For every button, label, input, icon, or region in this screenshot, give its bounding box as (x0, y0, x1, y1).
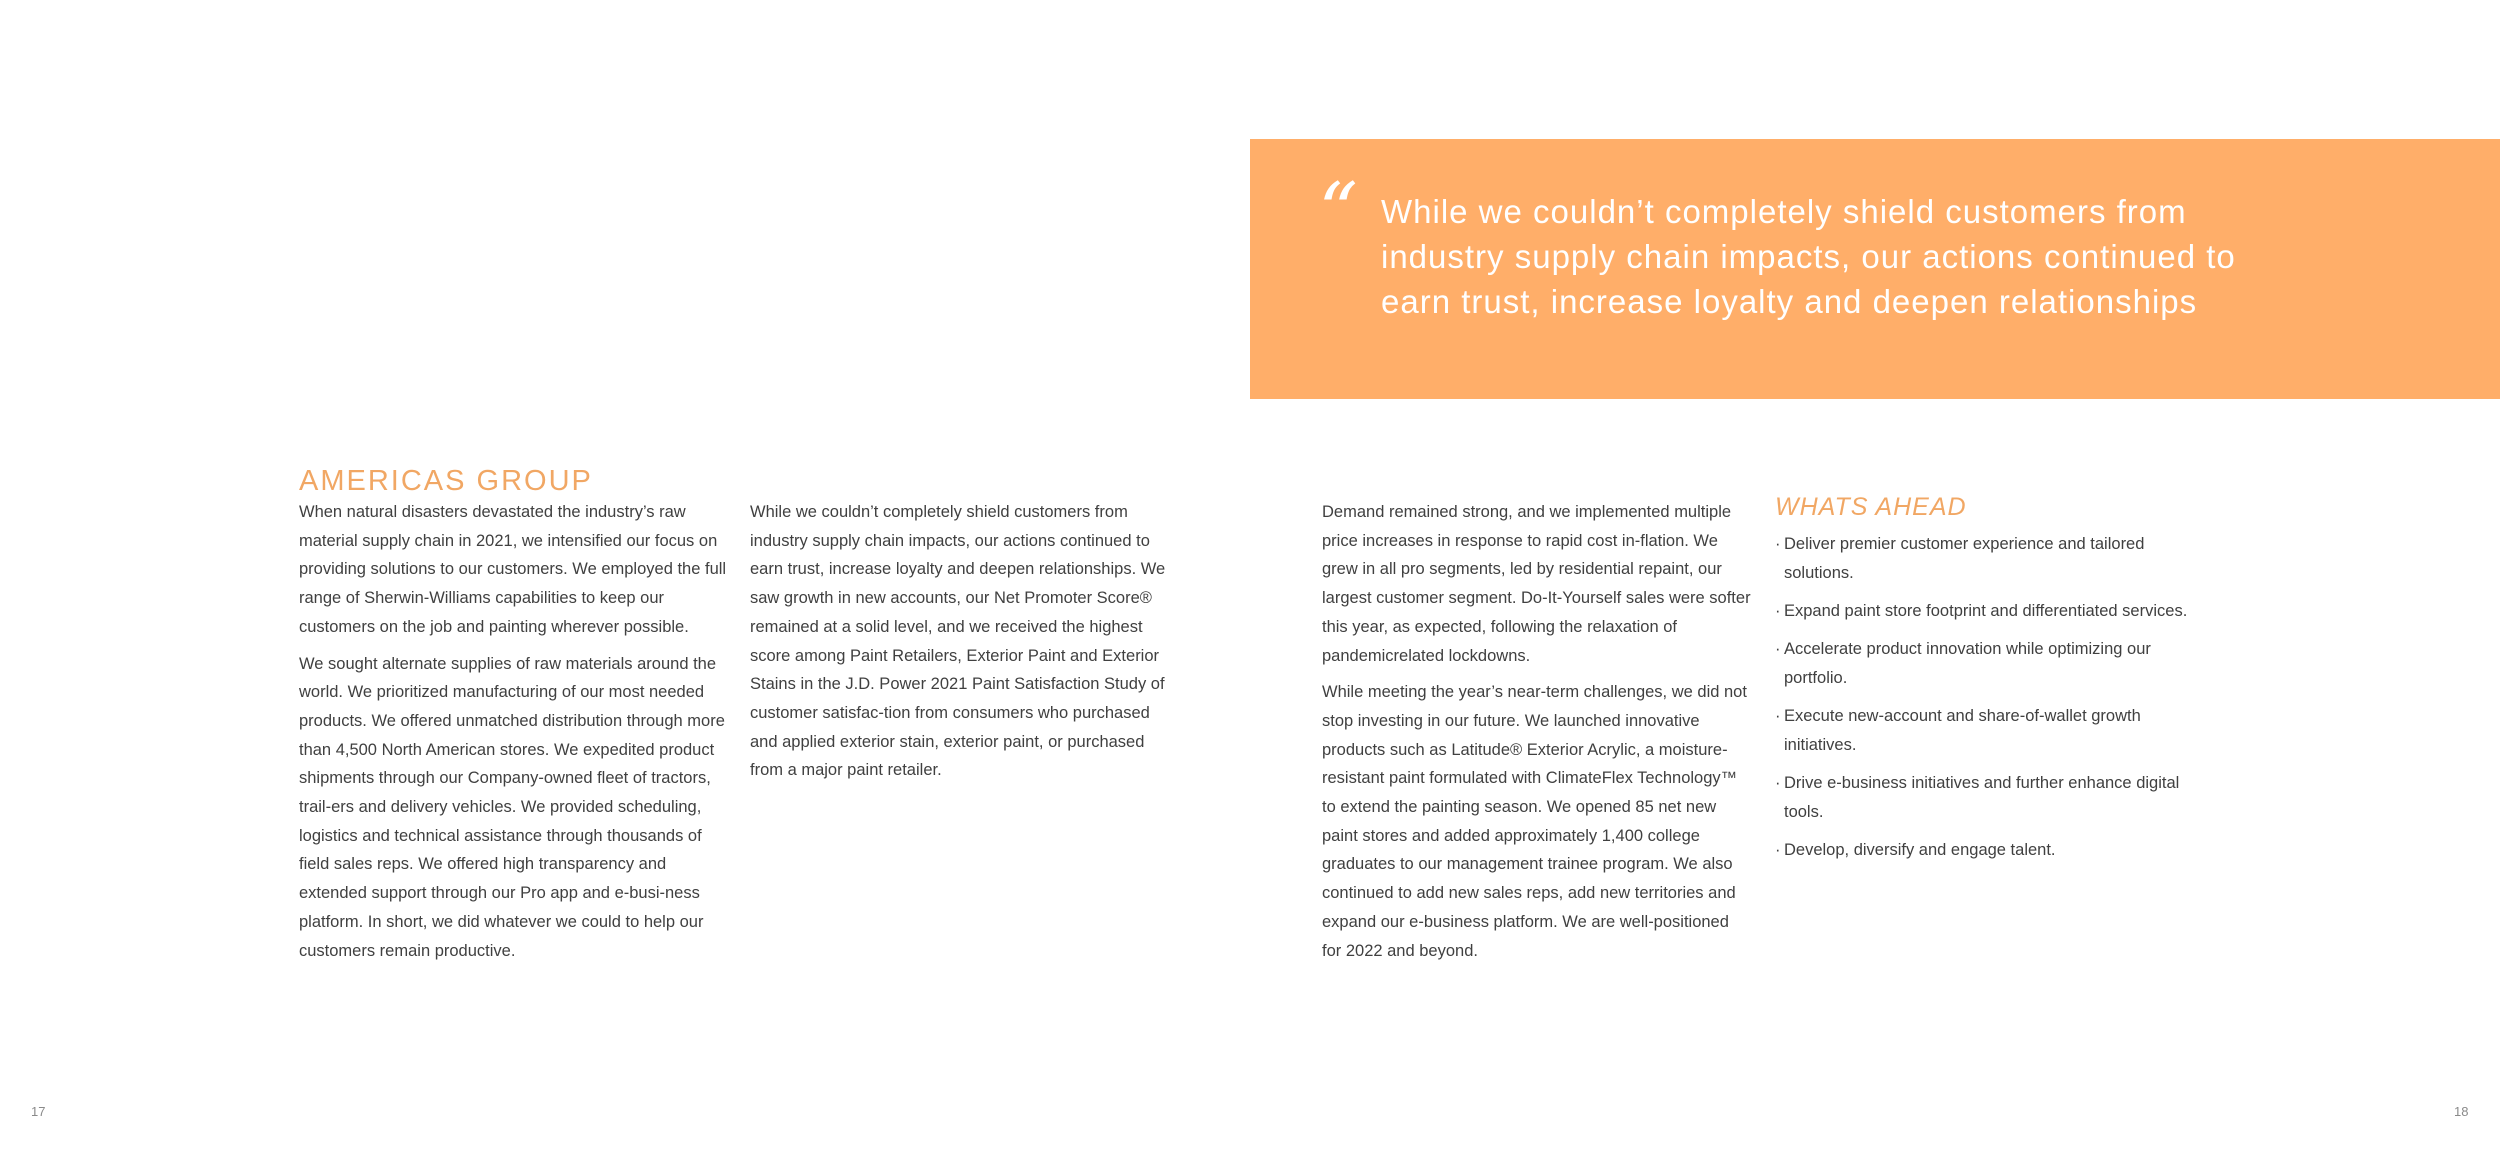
list-item: · Execute new-account and share-of-wallet growth initiatives. (1775, 702, 2195, 759)
list-item: · Develop, diversify and engage talent. (1775, 836, 2195, 865)
list-item: · Drive e-business initiatives and further enhance digital tools. (1775, 769, 2195, 826)
quote-mark-icon: “ (1318, 167, 1358, 257)
body-column-2 (750, 498, 1180, 793)
list-item: · Accelerate product innovation while optimizing our portfolio. (1775, 635, 2195, 692)
whats-ahead-list (1775, 530, 2195, 865)
paragraph: When natural disasters devastated the industry’s raw material supply chain in 2021, we intensified our focus on providing solutions to our customers. We employed the full range of Sherwin-Williams capabilities to keep our customers on the job and painting wherever possible. (299, 503, 727, 636)
paragraph: Demand remained strong, and we implemented multiple price increases in response to rapid cost in-flation. We grew in all pro segments, led by residential repaint, our largest customer segment. Do-It-Yourself sales were softer this year, as expected, following the relaxation of pandemicrelated lockdowns. (1322, 503, 1751, 665)
body-column-3 (1322, 498, 1752, 973)
whats-ahead-heading: WHATS AHEAD (1775, 493, 1967, 521)
body-column-1 (299, 498, 729, 973)
whats-ahead-section (1775, 490, 2195, 874)
page-number-right: 18 (2454, 1104, 2469, 1119)
paragraph: We sought alternate supplies of raw materials around the world. We prioritized manufacturing of our most needed products. We offered unmatched distribution through more than 4,500 North American stores. We expedited product shipments through our Company-owned fleet of tractors, trail-ers and delivery vehicles. We provided scheduling, logistics and technical assistance through thousands of field sales reps. We offered high transparency and extended support through our Pro app and e-busi-ness platform. In short, we did whatever we could to help our customers remain productive. (299, 654, 725, 960)
list-item: · Deliver premier customer experience and tailored solutions. (1775, 530, 2195, 587)
page-number-left: 17 (31, 1104, 46, 1119)
americas-group-heading: AMERICAS GROUP (299, 465, 593, 497)
paragraph: While we couldn’t completely shield customers from industry supply chain impacts, our actions continued to earn trust, increase loyalty and deepen relationships. We saw growth in new accounts, our Net Promoter Score® remained at a solid level, and we received the highest score among Paint Retailers, Exterior Paint and Exterior Stains in the J.D. Power 2021 Paint Satisfaction Study of customer satisfac-tion from consumers who purchased and applied exterior stain, exterior paint, or purchased from a major paint retailer. (750, 503, 1166, 780)
quote-banner (1250, 139, 2500, 399)
paragraph: While meeting the year’s near-term challenges, we did not stop investing in our future. We launched innovative products such as Latitude® Exterior Acrylic, a moisture-resistant paint formulated with ClimateFlex Technology™ to extend the painting season. We opened 85 net new paint stores and added approximately 1,400 college graduates to our management trainee program. We also continued to add new sales reps, add new territories and expand our e-business platform. We are well-positioned for 2022 and beyond. (1322, 683, 1747, 960)
pull-quote: While we couldn’t completely shield customers from industry supply chain impacts, our actions continued to earn trust, increase loyalty and deepen relationships (1381, 193, 2236, 320)
list-item: · Expand paint store footprint and differentiated services. (1775, 597, 2195, 626)
